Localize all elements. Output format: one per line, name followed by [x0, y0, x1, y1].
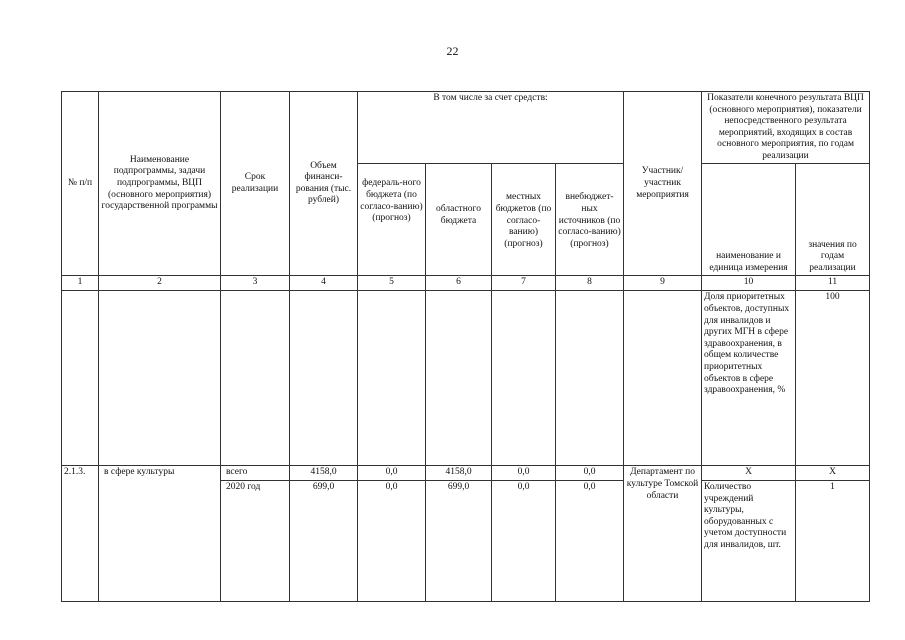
- header-extrabudgetary: внебюджет-ных источников (по согласо-ванию) (прогноз): [556, 164, 624, 276]
- column-number: 10: [702, 276, 796, 291]
- empty-cell: [221, 291, 290, 466]
- header-local: местных бюджетов (по согласо-ванию) (прогноз): [492, 164, 556, 276]
- header-indicator-name: наименование и единица измерения: [702, 164, 796, 276]
- header-funding-group: В том числе за счет средств:: [358, 92, 624, 164]
- item-total: 4158,0: [290, 466, 358, 481]
- item-name: в сфере культуры: [99, 466, 221, 602]
- item-regional: 699,0: [426, 481, 492, 602]
- empty-cell: [556, 291, 624, 466]
- empty-cell: [492, 291, 556, 466]
- column-number: 3: [221, 276, 290, 291]
- column-number: 5: [358, 276, 426, 291]
- header-federal: федераль-ного бюджета (по согласо-ванию) (прогноз): [358, 164, 426, 276]
- empty-cell: [99, 291, 221, 466]
- column-number: 6: [426, 276, 492, 291]
- indicator-value: 1: [796, 481, 870, 602]
- item-participant: Департамент по культуре Томской области: [624, 466, 702, 602]
- header-regional: областного бюджета: [426, 164, 492, 276]
- empty-cell: [624, 291, 702, 466]
- header-participant: Участник/ участник мероприятия: [624, 92, 702, 276]
- item-local: 0,0: [492, 466, 556, 481]
- item-number: 2.1.3.: [62, 466, 99, 602]
- indicator-name: Доля приоритетных объектов, доступных для инвалидов и других МГН в сфере здравоохранения, в общем количестве приоритетных объектов в сфере здравоохранения, %: [702, 291, 796, 466]
- item-period: всего: [221, 466, 290, 481]
- column-number: 11: [796, 276, 870, 291]
- item-federal: 0,0: [358, 466, 426, 481]
- header-number: № п/п: [62, 92, 99, 276]
- header-total-funding: Объем финанси-рования (тыс. рублей): [290, 92, 358, 276]
- item-regional: 4158,0: [426, 466, 492, 481]
- column-number: 1: [62, 276, 99, 291]
- column-number: 7: [492, 276, 556, 291]
- empty-cell: [290, 291, 358, 466]
- item-period: 2020 год: [221, 481, 290, 602]
- indicator-value: 100: [796, 291, 870, 466]
- item-federal: 0,0: [358, 481, 426, 602]
- empty-cell: [62, 291, 99, 466]
- empty-cell: [358, 291, 426, 466]
- continuation-row: [62, 291, 870, 466]
- item-total: 699,0: [290, 481, 358, 602]
- header-indicators-group: Показатели конечного результата ВЦП (основного мероприятия), показатели непосредственного результата мероприятий, входящих в состав основного мероприятия, по годам реализации: [702, 92, 870, 164]
- column-number: 9: [624, 276, 702, 291]
- empty-cell: [426, 291, 492, 466]
- program-table: [61, 91, 870, 602]
- indicator-name: Х: [702, 466, 796, 481]
- column-number: 4: [290, 276, 358, 291]
- item-local: 0,0: [492, 481, 556, 602]
- indicator-name: Количество учреждений культуры, оборудованных с учетом доступности для инвалидов, шт.: [702, 481, 796, 602]
- header-name: Наименование подпрограммы, задачи подпрограммы, ВЦП (основного мероприятия) государственной программы: [99, 92, 221, 276]
- header-indicator-value: значения по годам реализации: [796, 164, 870, 276]
- header-period: Срок реализации: [221, 92, 290, 276]
- indicator-value: Х: [796, 466, 870, 481]
- item-extrabudgetary: 0,0: [556, 466, 624, 481]
- column-number: 8: [556, 276, 624, 291]
- item-extrabudgetary: 0,0: [556, 481, 624, 602]
- header-row-1: [62, 92, 870, 164]
- page-number: 22: [446, 44, 459, 58]
- column-number: 2: [99, 276, 221, 291]
- column-numbers-row: [62, 276, 870, 291]
- item-row-total: [62, 466, 870, 481]
